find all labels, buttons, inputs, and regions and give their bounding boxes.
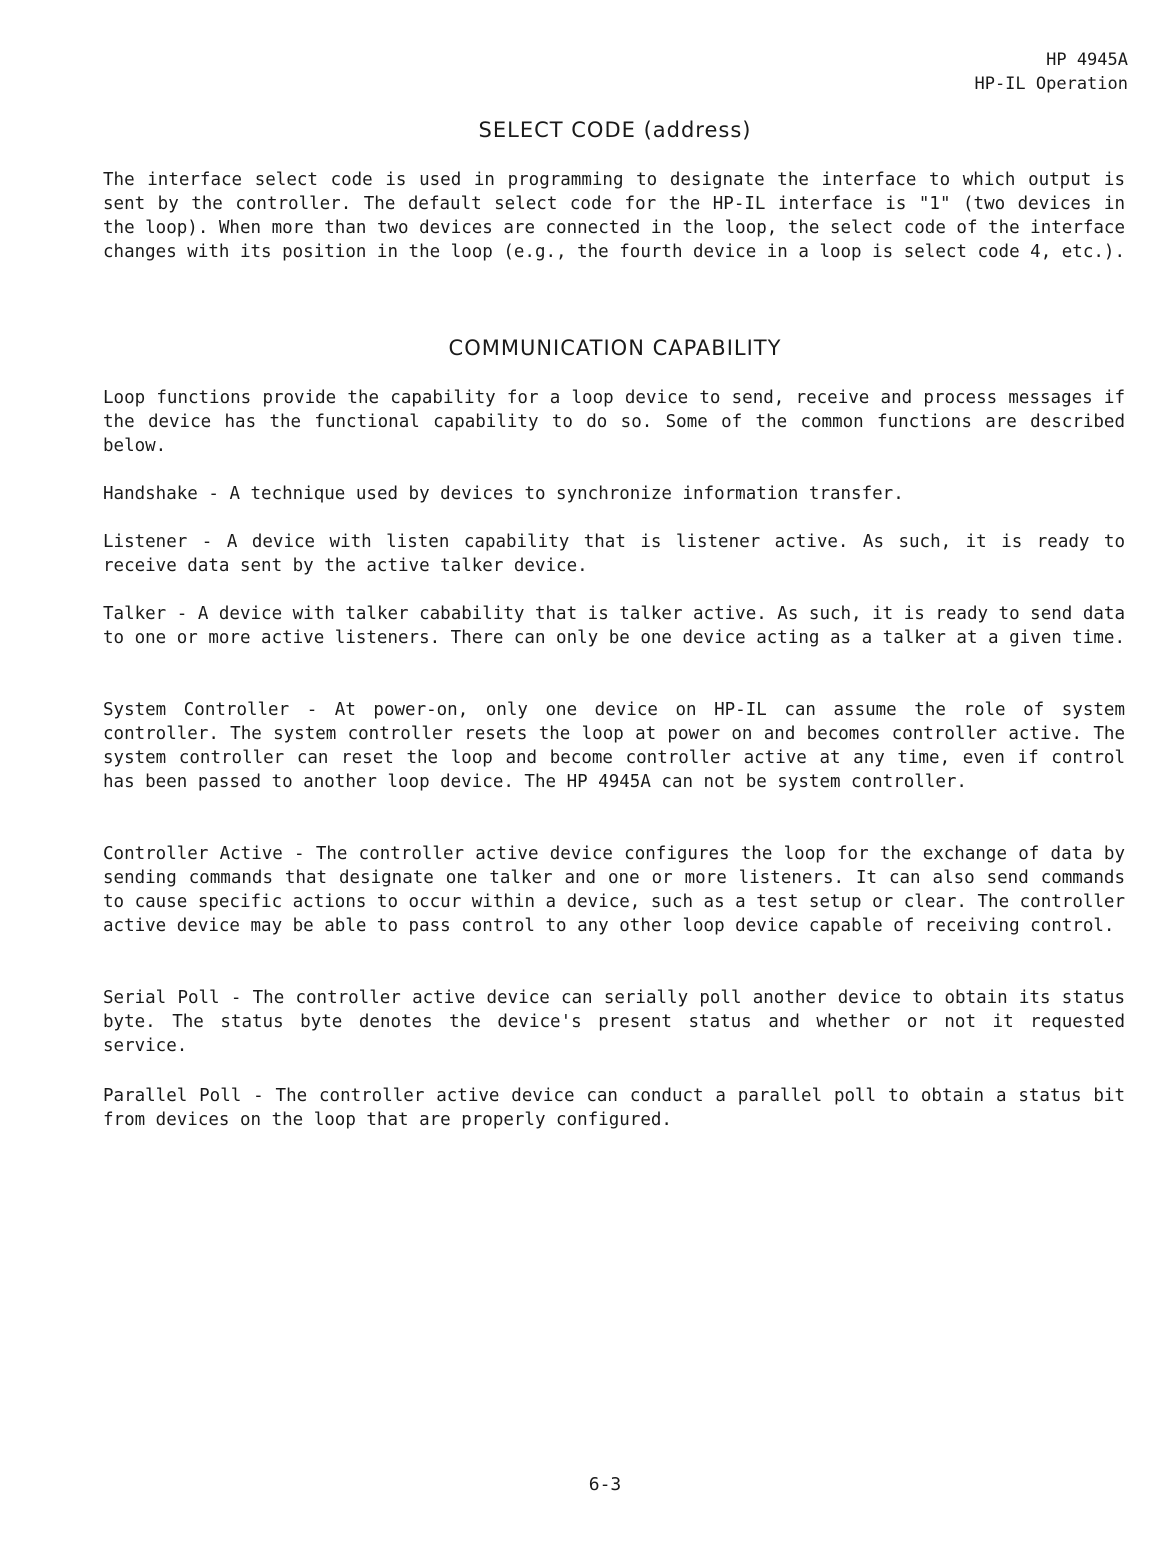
definition-serial-poll xyxy=(103,986,1125,1058)
definition-separator: - xyxy=(166,604,198,624)
definition-term: Parallel Poll xyxy=(103,1086,242,1106)
definition-term: Controller Active xyxy=(103,844,283,864)
definition-listener xyxy=(103,530,1125,578)
definition-separator: - xyxy=(289,700,335,720)
definition-text: A device with listen capability that is listener active. As such, it is ready to receive data sent by the active talker device. xyxy=(103,532,1125,576)
select-code-title: SELECT CODE (address) xyxy=(478,118,752,142)
definition-text: The controller active device can conduct a parallel poll to obtain a status bit from devices on the loop that are properly configured. xyxy=(103,1086,1126,1130)
definition-term: System Controller xyxy=(103,700,290,720)
definition-text: At power-on, only one device on HP-IL can assume the role of system controller. The system controller resets the loop at power on and becomes controller active. The system controller can reset the loop and become controller active at any time, even if control has been passed to another loop device. The HP 4945A can not be system controller. xyxy=(103,700,1125,792)
header-section: HP-IL Operation xyxy=(974,74,1128,94)
definition-term: Talker xyxy=(103,604,167,624)
header-model: HP 4945A xyxy=(1046,50,1128,70)
definition-controller-active xyxy=(103,842,1125,938)
communication-intro-paragraph: Loop functions provide the capability for a loop device to send, receive and process messages if the device has the functional capability to do so. Some of the common functions are described below. xyxy=(103,388,1125,456)
definition-separator: - xyxy=(187,532,227,552)
definition-text: A device with talker cabability that is talker active. As such, it is ready to send data to one or more active listeners. There can only be one device acting as a talker at a given time. xyxy=(103,604,1125,648)
definition-term: Handshake xyxy=(103,484,198,504)
definition-separator: - xyxy=(197,484,230,504)
definition-text: A technique used by devices to synchronize information transfer. xyxy=(229,484,904,504)
definition-separator: - xyxy=(241,1086,276,1106)
select-code-paragraph: The interface select code is used in programming to designate the interface to which output is sent by the controller. The default select code for the HP-IL interface is "1" (two devices in the loop). When more than two devices are connected in the loop, the select code of the interface changes with its position in the loop (e.g., the fourth device in a loop is select code 4, etc.). xyxy=(103,170,1125,262)
communication-capability-title: COMMUNICATION CAPABILITY xyxy=(448,336,782,360)
definition-term: Serial Poll xyxy=(103,988,220,1008)
definition-parallel-poll xyxy=(103,1084,1125,1132)
page-number: 6-3 xyxy=(588,1474,622,1495)
page-header xyxy=(974,48,1128,96)
definition-text: The controller active device configures the loop for the exchange of data by sending commands that designate one talker and one or more listeners. It can also send commands to cause specific actions to occur within a device, such as a test setup or clear. The controller active device may be able to pass control to any other loop device capable of receiving control. xyxy=(103,844,1125,936)
definition-talker xyxy=(103,602,1125,650)
definition-system-controller xyxy=(103,698,1125,794)
definition-separator: - xyxy=(219,988,253,1008)
definition-text: The controller active device can serially poll another device to obtain its status byte. The status byte denotes the device's present status and whether or not it requested service. xyxy=(103,988,1125,1056)
definition-term: Listener xyxy=(103,532,188,552)
definition-separator: - xyxy=(282,844,316,864)
definition-handshake xyxy=(103,482,1125,506)
